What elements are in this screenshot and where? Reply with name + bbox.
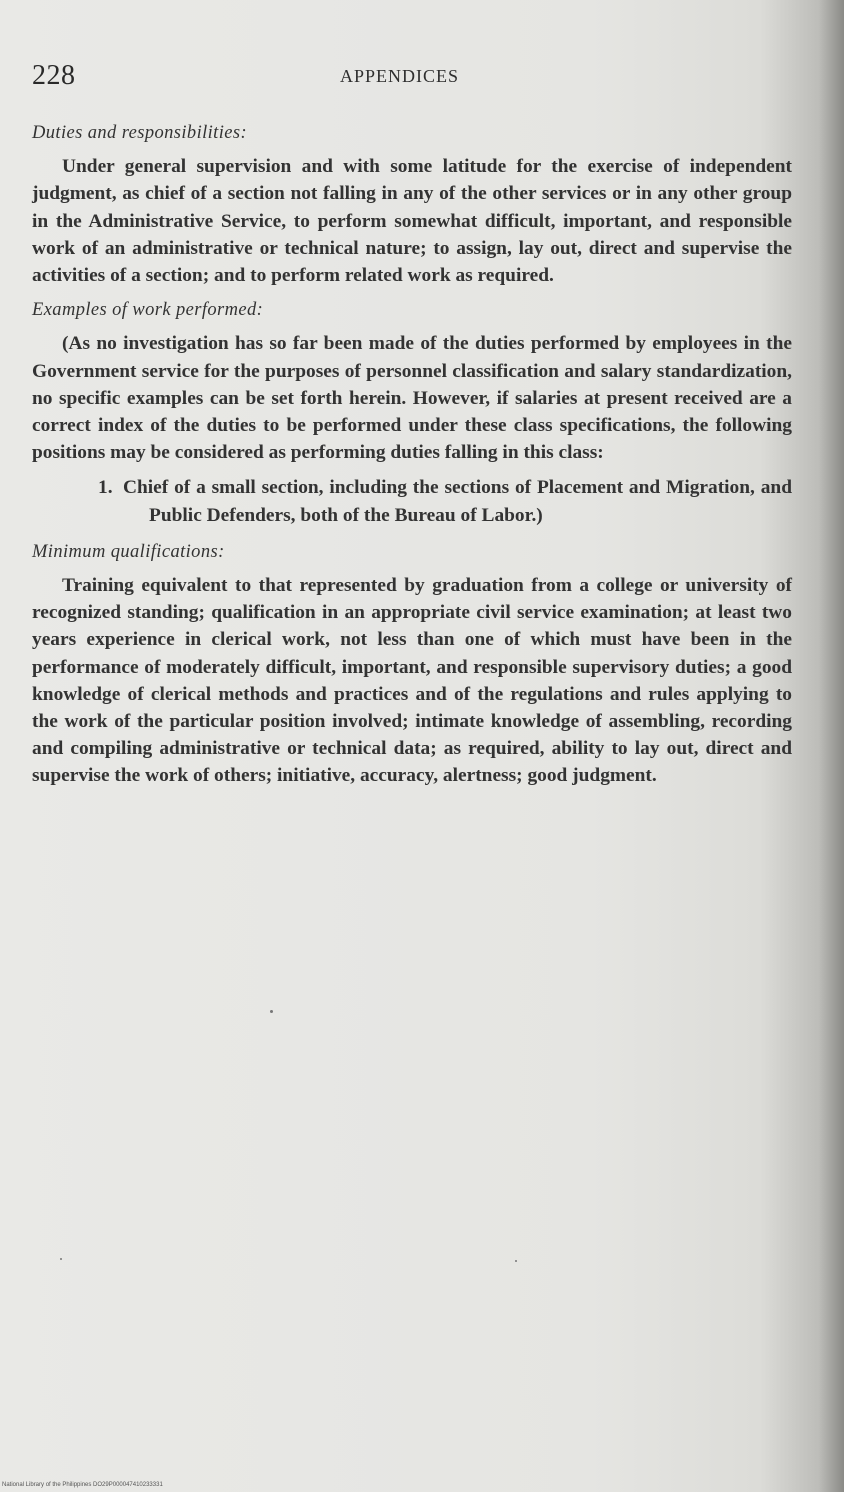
page-number: 228 — [32, 60, 76, 91]
examples-paragraph: (As no investigation has so far been made of the duties performed by employees in the Government service for the purposes of personnel classification and salary standardization, no specific examples can be set forth herein. However, if salaries at present received are a correct index of the duties to be performed under these class specifications, the following positions may be considered as performing duties falling in this class: — [32, 333, 792, 464]
running-head: APPENDICES — [340, 66, 460, 86]
duties-paragraph: Under general supervision and with some latitude for the exercise of independent judgment, as chief of a section not falling in any of the other services or in any other group in the Administrative Service, to perform somewhat difficult, important, and responsible work of an administrative or technical nature; to assign, lay out, direct and supervise the activities of a section; and to perform related work as required. — [32, 156, 792, 287]
qualifications-paragraph: Training equivalent to that represented by graduation from a college or university of recognized standing; qualification in an appropriate civil service examination; at least two years experience in clerical work, not less than one of which must have been in the performance of moderately difficult, important, and responsible supervisory duties; a good knowledge of clerical methods and practices and of the regulations and rules applying to the work of the particular position involved; intimate knowledge of assembling, recording and compiling administrative or technical data; as required, ability to lay out, direct and supervise the work of others; initiative, accuracy, alertness; good judgment. — [32, 575, 792, 787]
list-item-text: Chief of a small section, including the sections of Placement and Migration, and Public Defenders, both of the Bureau of Labor.) — [123, 477, 792, 526]
page-header — [32, 60, 792, 100]
section-heading-examples: Examples of work performed: — [32, 300, 264, 321]
section-heading-duties: Duties and responsibilities: — [32, 123, 248, 143]
list-item — [98, 474, 792, 528]
library-imprint: National Library of the Philippines DO29P000047410233331 — [2, 1482, 163, 1488]
section-heading-qualifications: Minimum qualifications: — [32, 541, 225, 562]
list-item-number: 1. — [98, 477, 113, 499]
scan-speck — [60, 1258, 62, 1260]
scan-speck — [270, 1010, 273, 1013]
page-body — [32, 120, 792, 798]
scan-speck — [515, 1260, 517, 1262]
